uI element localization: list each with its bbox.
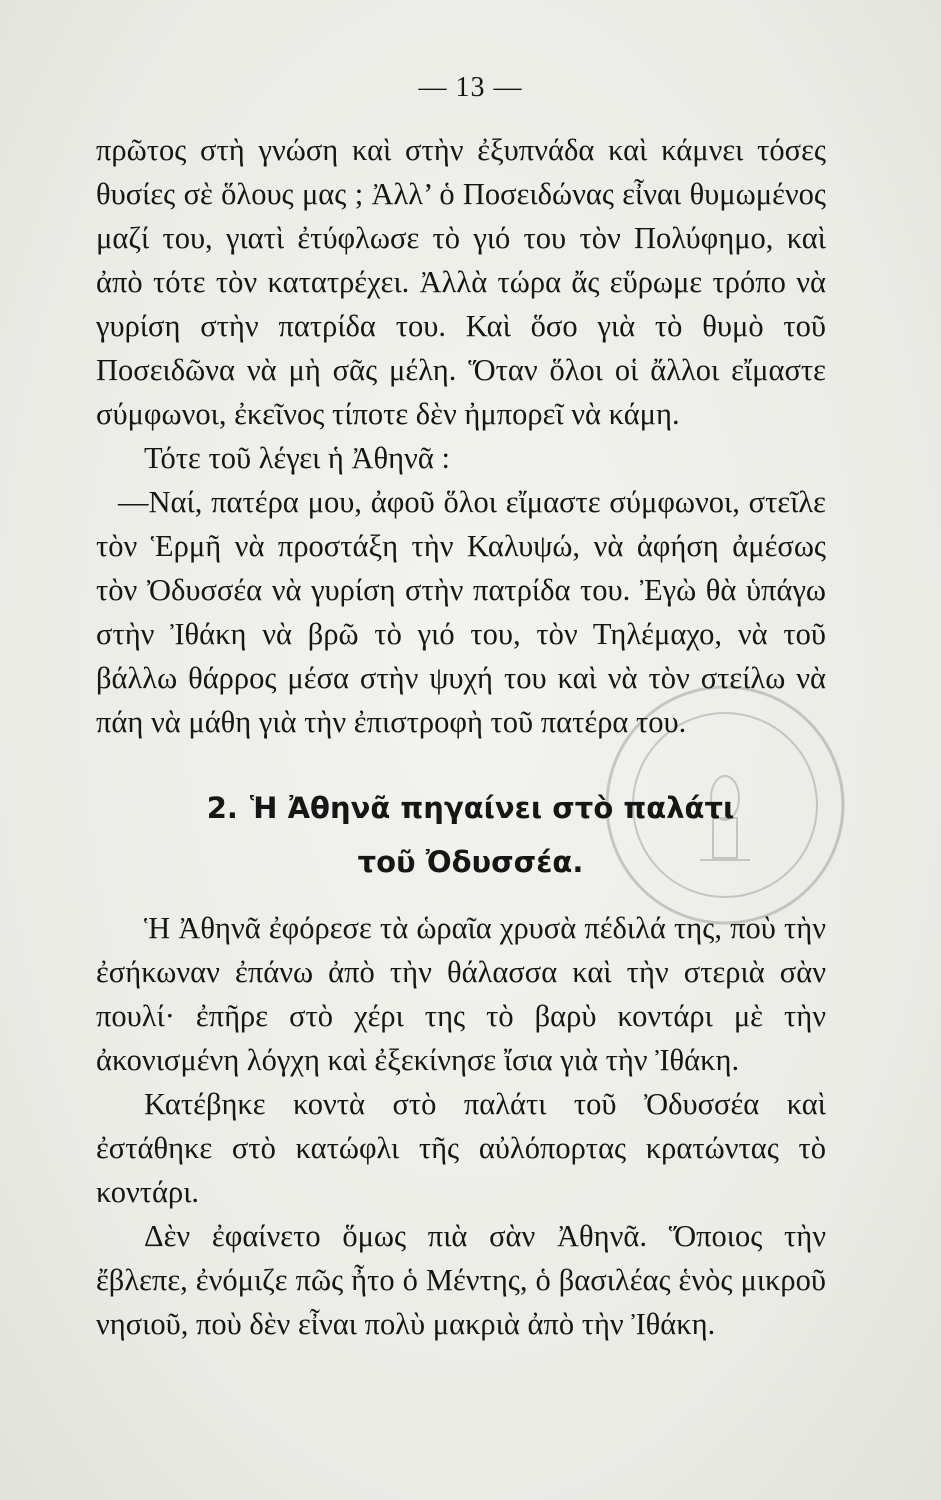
paragraph: πρῶτος στὴ γνώση καὶ στὴν ἐξυπνάδα καὶ κάμνει τόσες θυσίες σὲ ὅλους μας ; Ἀλλ’ ὁ Ποσειδώνας εἶναι θυμωμένος μαζί του, γιατὶ ἐτύφλωσε τὸ γιό του τὸν Πολύφημο, καὶ ἀπὸ τότε τὸν κατατρέχει. Ἀλλὰ τώρα ἄς εὕρωμε τρόπο νὰ γυρίση στὴν πατρίδα του. Καὶ ὅσο γιὰ τὸ θυμὸ τοῦ Ποσειδῶνα νὰ μὴ σᾶς μέλη. Ὅταν ὅλοι οἱ ἄλλοι εἴμαστε σύμφωνοι, ἐκεῖνος τίποτε δὲν ἠμπορεῖ νὰ κάμη. (96, 133, 826, 431)
paragraph: Δὲν ἐφαίνετο ὅμως πιὰ σὰν Ἀθηνᾶ. Ὅποιος τὴν ἔβλεπε, ἐνόμιζε πῶς ἦτο ὁ Μέντης, ὁ βασιλέας ἑνὸς μικροῦ νησιοῦ, ποὺ δὲν εἶναι πολὺ μακριὰ ἀπὸ τὴν Ἰθάκη. (96, 1219, 826, 1341)
section-title-line-2: τοῦ Ὀδυσσέα. (357, 845, 584, 879)
paragraph: —Ναί, πατέρα μου, ἀφοῦ ὅλοι εἴμαστε σύμφωνοι, στεῖλε τὸν Ἑρμῆ νὰ προστάξη τὴν Καλυψώ, νὰ ἀφήση ἀμέσως τὸν Ὀδυσσέα νὰ γυρίση στὴν πατρίδα του. Ἐγὼ θὰ ὑπάγω στὴν Ἰθάκη νὰ βρῶ τὸ γιό του, τὸν Τηλέμαχο, νὰ τοῦ βάλλω θάρρος μέσα στὴν ψυχή του καὶ νὰ τὸν στείλω νὰ πάη νὰ μάθη γιὰ τὴν ἐπιστροφὴ τοῦ πατέρα του. (96, 485, 826, 739)
bottom-text-block (96, 906, 826, 1346)
top-text-block (96, 128, 826, 744)
page-number: — 13 — (418, 72, 523, 103)
section-heading-continued (0, 836, 941, 888)
paragraph: Κατέβηκε κοντὰ στὸ παλάτι τοῦ Ὀδυσσέα καὶ ἐστάθηκε στὸ κατώφλι τῆς αὐλόπορτας κρατώντας τὸ κοντάρι. (96, 1087, 826, 1209)
section-number: 2. (206, 791, 238, 825)
paragraph: Ἡ Ἀθηνᾶ ἐφόρεσε τὰ ὡραῖα χρυσὰ πέδιλά της, ποὺ τὴν ἐσήκωναν ἐπάνω ἀπὸ τὴν θάλασσα καὶ τὴν στεριὰ σὰν πουλί· ἐπῆρε στὸ χέρι της τὸ βαρὺ κοντάρι μὲ τὴν ἀκονισμένη λόγχη καὶ ἐξεκίνησε ἴσια γιὰ τὴν Ἰθάκη. (96, 911, 826, 1077)
paragraph: Τότε τοῦ λέγει ἡ Ἀθηνᾶ : (144, 441, 450, 475)
section-heading (0, 782, 941, 834)
section-title-line-1: Ἡ Ἀθηνᾶ πηγαίνει στὸ παλάτι (249, 791, 735, 825)
